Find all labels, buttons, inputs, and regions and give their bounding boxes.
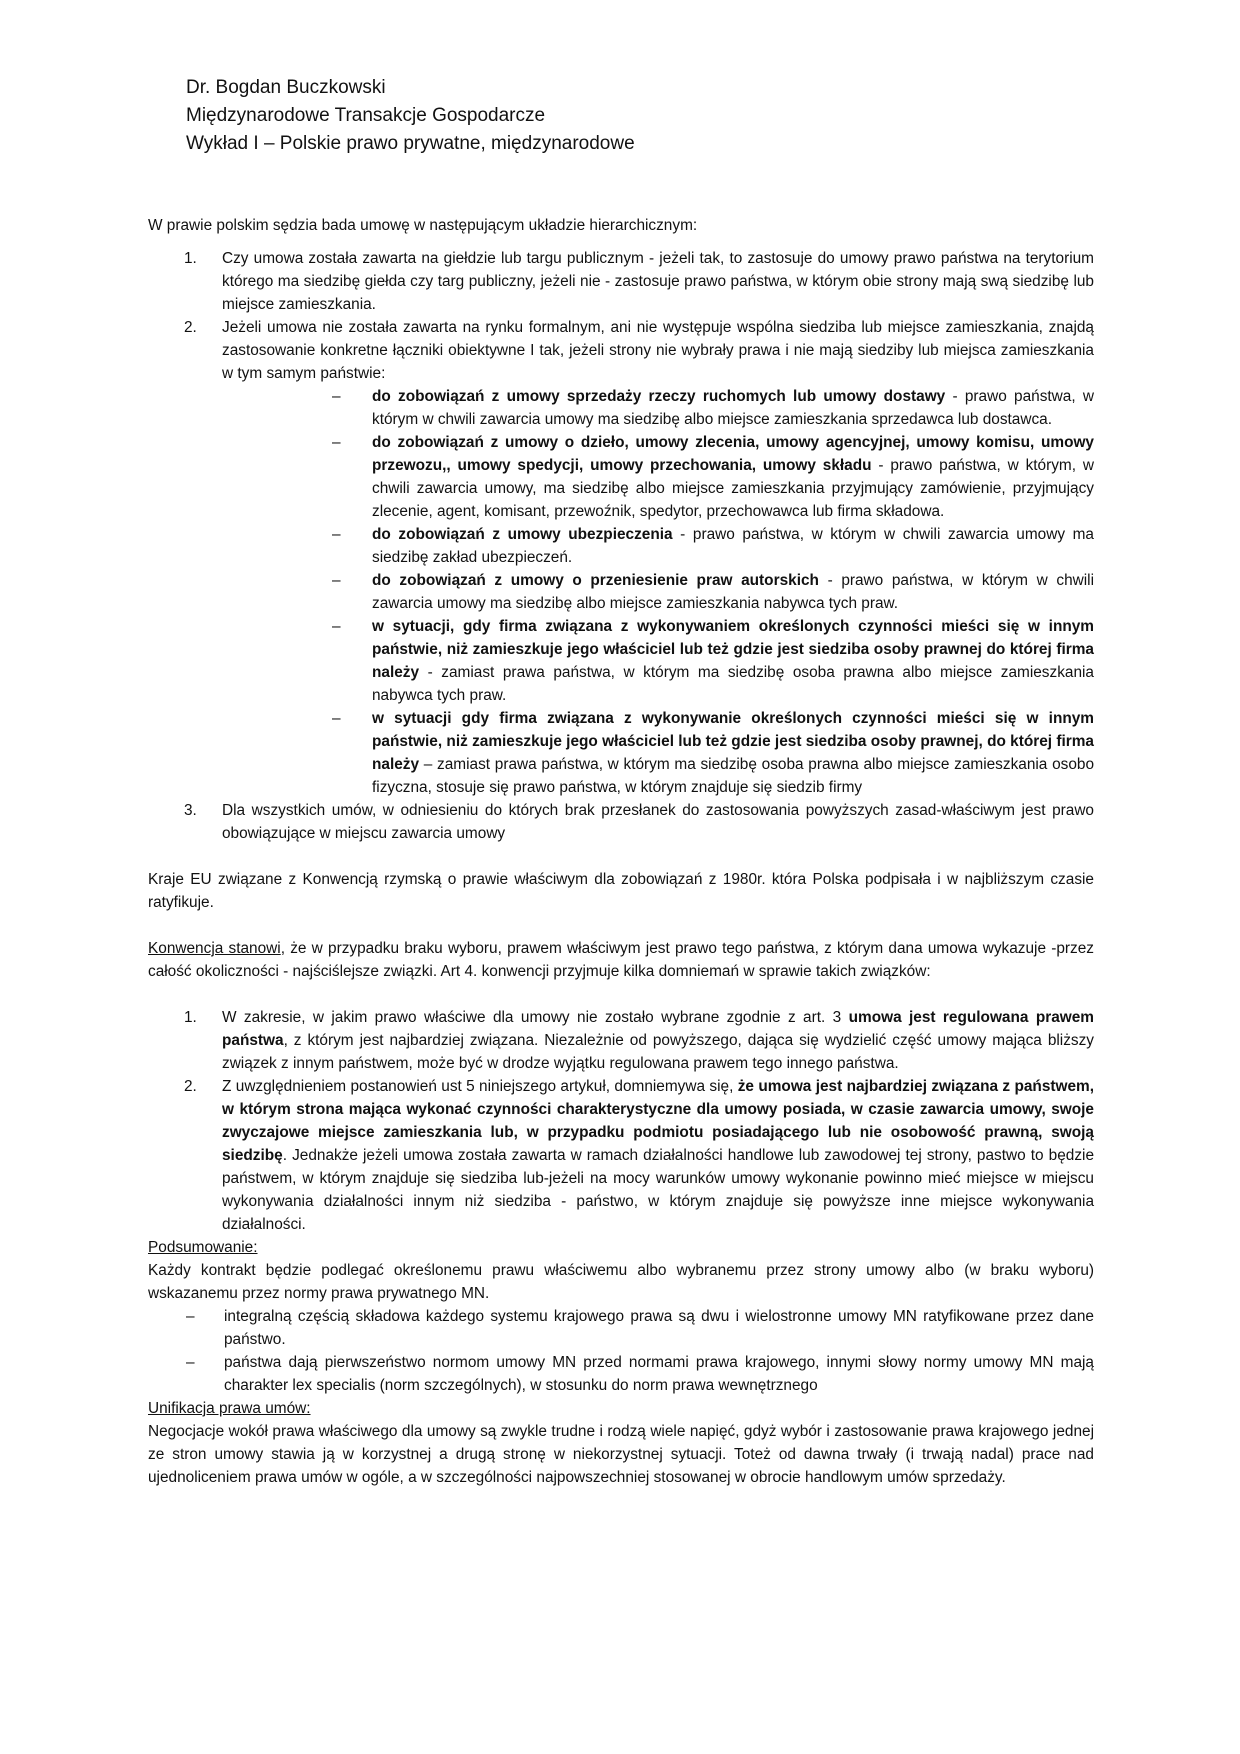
list-item-text: integralną częścią składowa każdego systemu krajowego prawa są dwu i wielostronne umowy MN ratyfikowane przez dane państwo. [224,1308,1094,1348]
list-item-text: , z którym jest najbardziej związana. Niezależnie od powyższego, dająca się wydzielić część umowy mająca bliższy związek z innym państwem, może być w drodze wyjątku regulowana prawem tego innego państwa. [222,1032,1094,1072]
sublist-bold: w sytuacji gdy firma związana z wykonywanie określonych czynności mieści się w innym państwie, niż zamieszkuje jego właściciel lub też gdzie jest siedziba osoby prawnej, do której firma należy [372,710,1094,773]
list-number: 2. [184,319,197,336]
list-number: 2. [184,1078,197,1095]
list-item-text: państwa dają pierwszeństwo normom umowy MN przed normami prawa krajowego, innymi słowy normy umowy MN mają charakter lex specialis (norm szczególnych), w stosunku do norm prawa wewnętrznego [224,1354,1094,1394]
sublist-bold: do zobowiązań z umowy sprzedaży rzeczy ruchomych lub umowy dostawy [372,388,946,405]
dash-bullet: – [332,526,341,543]
sublist-bold: w sytuacji, gdy firma związana z wykonywaniem określonych czynności mieści się w innym państwie, niż zamieszkuje jego właściciel lub też gdzie jest siedziba osoby prawnej do której firma należy [372,618,1094,681]
sublist-text: - prawo państwa, w którym w chwili zawarcia umowy ma siedzibę albo miejsce zamieszkania nabywca tych praw. [372,572,1094,612]
sublist-bold: do zobowiązań z umowy o przeniesienie praw autorskich [372,572,819,589]
list-number: 1. [184,1009,197,1026]
document-body [148,214,1094,1489]
konwencja-paragraph [148,937,1094,983]
author-name: Dr. Bogdan Buczkowski [186,77,386,98]
document-header [186,74,635,158]
sublist-text: – zamiast prawa państwa, w którym ma siedzibę osoba prawna albo miejsce zamieszkania osobo fizyczna, stosuje się prawo państwa, w którym znajduje się siedzib firmy [372,756,1094,796]
dash-bullet: – [332,710,341,727]
sublist-text: - prawo państwa, w którym, w chwili zawarcia umowy, ma siedzibę albo miejsce zamieszkania przyjmujący zamówienie, przyjmujący zlecenie, agent, komisant, przewoźnik, spedytor, przechowawca lub firma składowa. [372,457,1094,520]
list-item-text: Jeżeli umowa nie została zawarta na rynku formalnym, ani nie występuje wspólna siedziba lub miejsce zamieszkania, znajdą zastosowanie konkretne łączniki obiektywne I tak, jeżeli strony nie wybrały prawa i nie mają siedziby lub miejsca zamieszkania w tym samym państwie: [222,319,1094,382]
list-item-bold: że umowa jest najbardziej związana z państwem, w którym strona mająca wykonać czynności charakterystyczne dla umowy posiada, w czasie zawarcia umowy, swoje zwyczajowe miejsce zamieszkania lub, w przypadku podmiotu posiadającego lub nie osobowość prawną, swoją siedzibę [222,1078,1094,1164]
list-item [148,316,1094,799]
konwencja-lead: Konwencja stanowi [148,940,281,957]
sublist-item [222,431,1094,523]
list-item-text: Czy umowa została zawarta na giełdzie lub targu publicznym - jeżeli tak, to zastosuje do umowy prawo państwa na terytorium którego ma siedzibę giełda czy targ publiczny, jeżeli nie - zastosuje prawo państwa, w którym obie strony mają swą siedzibę lub miejsce zamieszkania. [222,250,1094,313]
sublist-bold: do zobowiązań z umowy o dzieło, umowy zlecenia, umowy agencyjnej, umowy komisu, umowy przewozu,, umowy spedycji, umowy przechowania, umowy składu [372,434,1094,474]
connector-sublist [222,385,1094,799]
list-item [148,1351,1094,1397]
list-number: 1. [184,250,197,267]
unifikacja-text: Negocjacje wokół prawa właściwego dla umowy są zwykle trudne i rodzą wiele napięć, gdyż wybór i zastosowanie prawa krajowego jednej ze stron umowy stawia ją w korzystnej a drugą stronę w niekorzystnej sytuacji. Toteż od dawna trwały (i trwają nadal) prace nad ujednoliceniem prawa umów w ogóle, a w szczególności najpowszechniej stosowanej w obrocie handlowym umów sprzedaży. [148,1423,1094,1486]
eu-paragraph: Kraje EU związane z Konwencją rzymską o prawie właściwym dla zobowiązań z 1980r. która Polska podpisała i w najbliższym czasie ratyfikuje. [148,871,1094,911]
sublist-item [222,385,1094,431]
list-item-text: W zakresie, w jakim prawo właściwe dla umowy nie zostało wybrane zgodnie z art. 3 [222,1009,849,1026]
lecture-title: Wykład I – Polskie prawo prywatne, międzynarodowe [186,133,635,154]
dash-bullet: – [332,434,341,451]
podsumowanie-heading: Podsumowanie: [148,1239,258,1256]
list-item [148,1006,1094,1075]
sublist-item [222,615,1094,707]
list-item-text: Z uwzględnieniem postanowień ust 5 niniejszego artykuł, domniemywa się, [222,1078,738,1095]
podsumowanie-list [148,1305,1094,1397]
list-item-text: . Jednakże jeżeli umowa została zawarta w ramach działalności handlowe lub zawodowej tej strony, pastwo to będzie państwem, w którym znajduje się siedziba lub-jeżeli na mocy warunków umowy wykonanie powinno mieć miejsce w miejscu wykonywania działalności innym niż siedziba - państwo, w którym znajduje się powyższe inne miejsce wykonywania działalności. [222,1147,1094,1233]
podsumowanie-text: Każdy kontrakt będzie podlegać określonemu prawu właściwemu albo wybranemu przez strony umowy albo (w braku wyboru) wskazanemu przez normy prawa prywatnego MN. [148,1262,1094,1302]
intro-paragraph: W prawie polskim sędzia bada umowę w następującym układzie hierarchicznym: [148,217,698,234]
sublist-item [222,569,1094,615]
sublist-bold: do zobowiązań z umowy ubezpieczenia [372,526,673,543]
konwencja-text: , że w przypadku braku wyboru, prawem właściwym jest prawo tego państwa, z którym dana umowa wykazuje -przez całość okoliczności - najściślejsze związki. Art 4. konwencji przyjmuje kilka domniemań w sprawie takich związków: [148,940,1094,980]
list-item-bold: umowa jest regulowana prawem państwa [222,1009,1094,1049]
dash-bullet: – [332,388,341,405]
list-item-text: Dla wszystkich umów, w odniesieniu do których brak przesłanek do zastosowania powyższych zasad-właściwym jest prawo obowiązujące w miejscu zawarcia umowy [222,802,1094,842]
sublist-text: - zamiast prawa państwa, w którym ma siedzibę osoba prawna albo miejsce zamieszkania nabywca tych praw. [372,664,1094,704]
dash-bullet: – [186,1308,195,1325]
list-item [148,1305,1094,1351]
list-number: 3. [184,802,197,819]
sublist-item [222,707,1094,799]
list-item [148,799,1094,845]
sublist-text: - prawo państwa, w którym w chwili zawarcia umowy ma siedzibę zakład ubezpieczeń. [372,526,1094,566]
hierarchy-list [148,247,1094,845]
unifikacja-heading: Unifikacja prawa umów: [148,1400,311,1417]
list-item [148,1075,1094,1236]
dash-bullet: – [186,1354,195,1371]
presumption-list [148,1006,1094,1236]
dash-bullet: – [332,572,341,589]
sublist-item [222,523,1094,569]
list-item [148,247,1094,316]
sublist-text: - prawo państwa, w którym w chwili zawarcia umowy ma siedzibę albo miejsce zamieszkania sprzedawca lub dostawca. [372,388,1094,428]
course-title: Międzynarodowe Transakcje Gospodarcze [186,105,546,126]
dash-bullet: – [332,618,341,635]
